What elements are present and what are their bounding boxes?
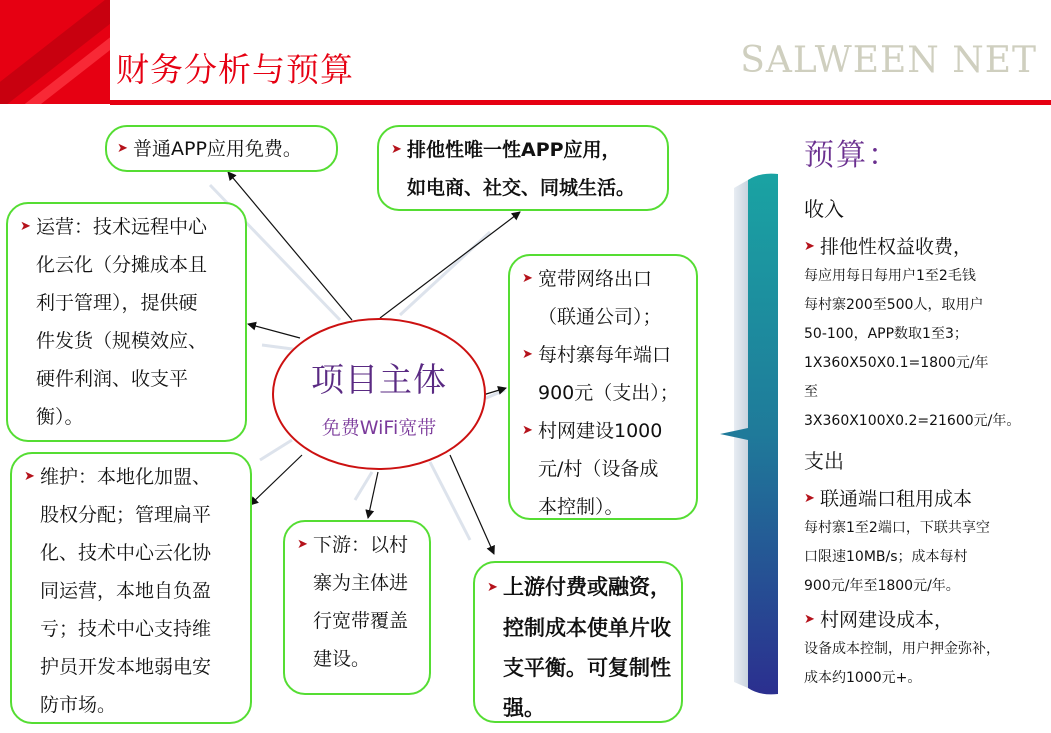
arrow-to-exclusive-apps [380,212,520,318]
arrow-bullet-icon: ➤ [804,491,815,506]
arrow-bullet-icon: ➤ [522,347,533,362]
expense-detail: 成本约1000元+。 [804,670,922,686]
upstream-line: 上游付费或融资， [503,575,671,599]
arrow-bullet-icon: ➤ [522,271,533,286]
downstream-box [283,520,431,695]
free-apps-text: 普通APP应用免费。 [133,138,302,160]
arrow-bullet-icon: ➤ [391,142,402,157]
expense-detail: 900元/年至1800元/年。 [804,578,960,594]
exclusive-apps-line: 如电商、社交、同城生活。 [407,177,636,199]
arrow-bullet-icon: ➤ [117,141,128,156]
network-line: （联通公司）； [538,306,662,328]
arrow-to-maintenance [250,455,302,505]
budget-divider-bar [720,172,782,696]
expense-item: 联通端口租用成本 [820,488,973,510]
budget-title: 预算： [804,138,900,173]
upstream-line: 控制成本使单片收 [503,616,671,640]
operation-line: 衡）。 [36,406,84,428]
free-apps-box [105,125,338,172]
arrow-bullet-icon: ➤ [804,612,815,627]
maintenance-line: 亏；技术中心支持维 [40,618,212,640]
upstream-box [473,561,683,723]
operation-line: 硬件利润、收支平 [36,368,189,390]
maintenance-line: 同运营，本地自负盈 [40,580,212,602]
project-entity-subtitle: 免费WiFi宽带 [321,417,437,439]
page-title: 财务分析与预算 [116,50,354,89]
income-detail: 每应用每日每用户1至2毛钱 [804,268,976,284]
exclusive-apps-line: 排他性唯一性APP应用， [407,139,621,161]
network-line: 每村寨每年端口 [538,344,672,366]
network-line: 900元（支出）； [538,382,679,404]
operation-box [6,202,247,442]
income-detail: 至 [804,384,818,400]
arrow-bullet-icon: ➤ [24,469,35,484]
operation-line: 运营：技术远程中心 [36,216,208,238]
arrow-to-operation [248,324,300,338]
income-label: 收入 [804,197,844,221]
operation-line: 利于管理），提供硬 [36,292,198,314]
income-item: 排他性权益收费， [820,236,973,258]
income-detail: 50-100，APP数取1至3； [804,326,968,342]
network-line: 村网建设1000 [538,420,663,442]
maintenance-line: 防市场。 [40,694,117,716]
arrow-bullet-icon: ➤ [20,219,31,234]
maintenance-box [10,452,252,724]
arrow-bullet-icon: ➤ [487,580,498,595]
arrow-bullet-icon: ➤ [522,423,533,438]
upstream-line: 强。 [503,696,545,720]
network-line: 元/村（设备成 [538,458,659,480]
upstream-line: 支平衡。可复制性 [503,656,671,680]
project-entity-ellipse [272,318,486,470]
income-detail: 每村寨200至500人，取用户 [804,297,984,313]
maintenance-line: 维护：本地化加盟、 [40,466,212,488]
expense-label: 支出 [804,449,844,473]
arrow-bullet-icon: ➤ [297,537,308,552]
operation-line: 件发货（规模效应、 [36,330,208,352]
expense-detail: 设备成本控制，用户押金弥补， [804,641,1000,657]
downstream-line: 下游：以村 [313,534,409,556]
network-line: 宽带网络出口 [538,268,653,290]
expense-detail: 口限速10MB/s；成本每村 [804,549,968,565]
income-detail: 3X360X100X0.2=21600元/年。 [804,413,1021,429]
maintenance-line: 化、技术中心云化协 [40,542,212,564]
expense-item: 村网建设成本， [820,609,954,631]
maintenance-line: 护员开发本地弱电安 [40,656,212,678]
project-entity-title: 项目主体 [311,360,447,399]
downstream-line: 建设。 [313,648,371,670]
expense-detail: 每村寨1至2端口，下联共享空 [804,520,990,536]
downstream-line: 行宽带覆盖 [313,610,409,632]
operation-line: 化云化（分摊成本且 [36,254,208,276]
income-detail: 1X360X50X0.1=1800元/年 [804,355,989,371]
maintenance-line: 股权分配；管理扁平 [40,504,212,526]
network-cost-box [508,254,698,520]
budget-panel [804,130,1048,693]
arrow-bullet-icon: ➤ [804,239,815,254]
network-line: 本控制）。 [538,496,624,518]
arrow-to-upstream [450,455,494,554]
exclusive-apps-box [377,125,669,211]
downstream-line: 寨为主体进 [313,572,409,594]
brand-logo-text: SALWEEN NET [740,40,1037,81]
